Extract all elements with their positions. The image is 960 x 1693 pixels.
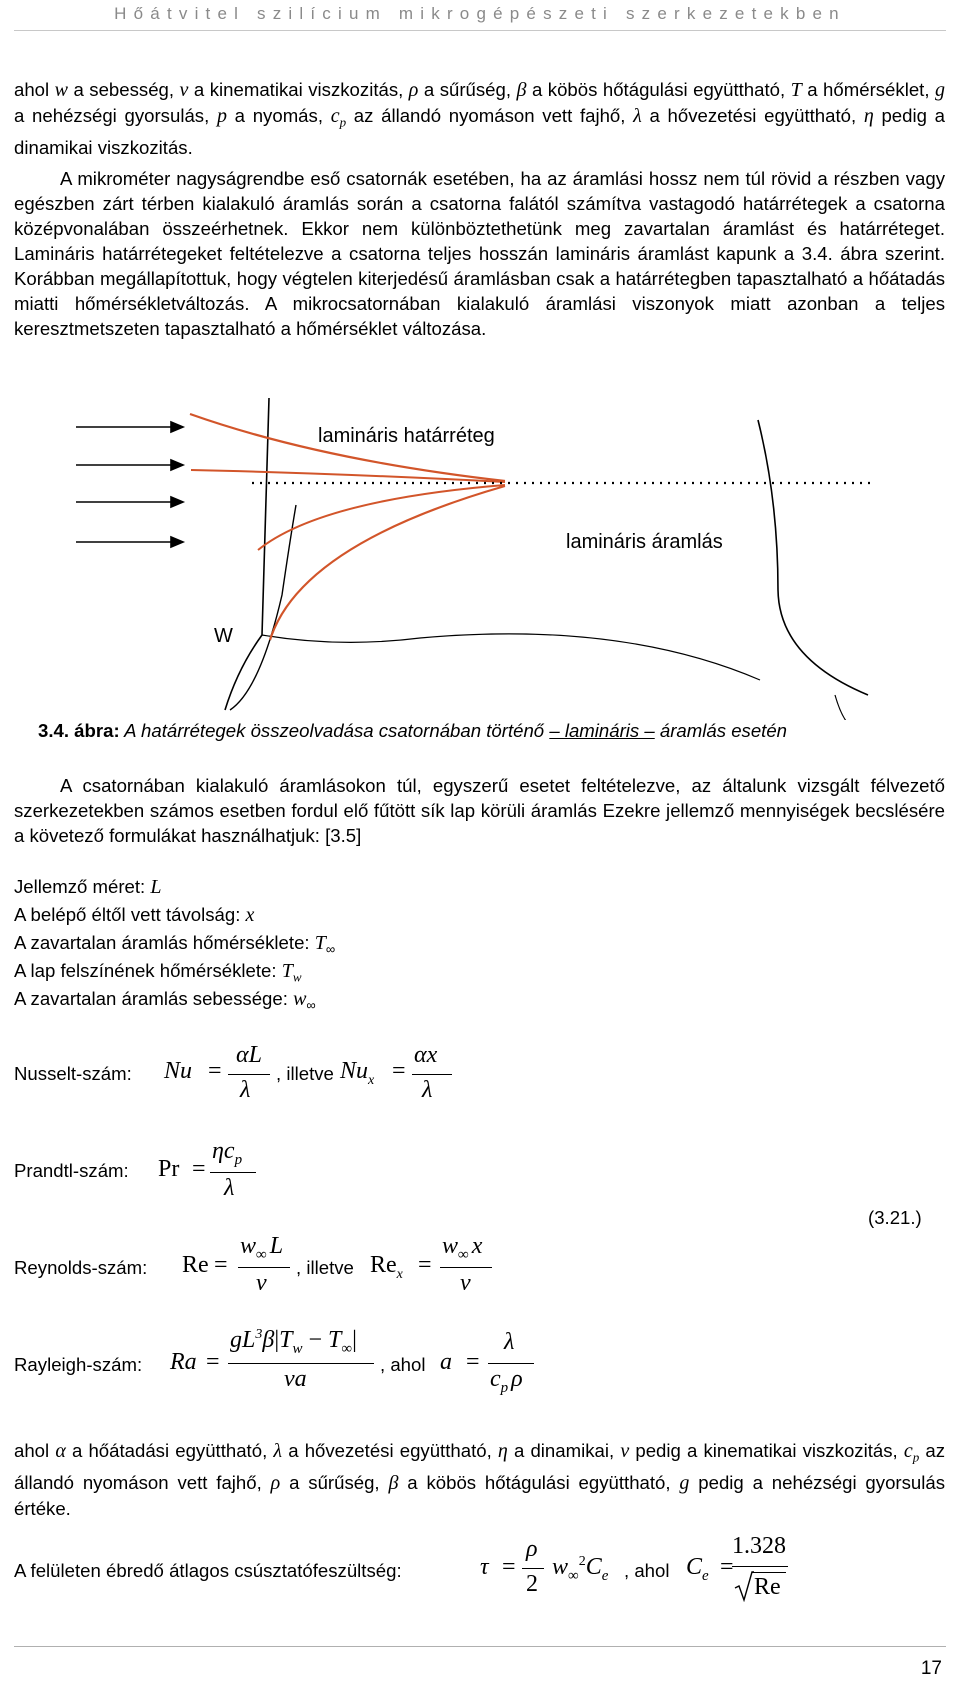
reynolds-x-numerator: $w_\infty$ x: [442, 1233, 483, 1263]
shear-equals: =: [502, 1554, 516, 1580]
def-characteristic-length: Jellemző méret: L: [14, 876, 162, 898]
prandtl-label: Prandtl-szám:: [14, 1160, 129, 1181]
square-root-bar: [752, 1572, 786, 1573]
friction-coefficient-denominator: Re: [754, 1574, 781, 1600]
friction-coefficient-equals: =: [720, 1554, 734, 1580]
diffusivity-numerator: λ: [504, 1329, 515, 1355]
friction-coefficient-lhs: $C_e$: [686, 1554, 709, 1584]
rayleigh-lhs: Ra: [170, 1349, 197, 1375]
paragraph-symbols-2: ahol α a hőátadási együttható, λ a hővezetési együttható, η a dinamikai, ν pedig a kinematikai viszkozitás, $c_p$ az állandó nyomáson vett fajhő, ρ a sűrűség, β a köbös hőtágulási együttható, g pedig a nehézségi gyorsulás értéke.: [14, 1440, 946, 1519]
paragraph-flat-plate: A csatornában kialakuló áramlásokon túl, egyszerű esetet feltételezve, az általunk vizsgált félvezető szerkezetekben számos esetben fordul elő fűtött sík lap körüli áramlás Ezekre jellemző mennyiségek becslésére a követező formulákat használhatjuk: [3.5]: [14, 775, 945, 846]
header-rule: [14, 30, 946, 31]
nusselt-lhs: Nu: [164, 1058, 193, 1084]
running-header: Hőátvitel szilícium mikrogépészeti szerkezetekben: [114, 4, 846, 23]
reynolds-x-equals: =: [418, 1252, 432, 1278]
shear-two: 2: [526, 1571, 538, 1597]
channel-right-cross-section: [835, 695, 860, 720]
reynolds-lhs: Re: [182, 1252, 209, 1278]
shear-tau: τ: [480, 1554, 489, 1580]
equation-number: (3.21.): [868, 1207, 922, 1228]
nusselt-x-equals: =: [392, 1058, 406, 1084]
nusselt-equals: =: [208, 1058, 222, 1084]
def-distance-from-edge: A belépő éltől vett távolság: x: [14, 904, 255, 926]
rayleigh-ahol: , ahol: [380, 1354, 426, 1375]
boundary-layer-lower: [270, 486, 505, 640]
figure-boundary-layers: [0, 390, 960, 720]
channel-outline-bottom: [262, 634, 760, 680]
shear-fraction-bar: [522, 1568, 544, 1569]
nusselt-numerator: αL: [236, 1042, 262, 1068]
diffusivity-fraction-bar: [488, 1363, 534, 1364]
nusselt-x-fraction-bar: [412, 1074, 452, 1075]
label-laminar-flow: lamináris áramlás: [566, 531, 723, 553]
nusselt-illetve: , illetve: [276, 1063, 334, 1084]
prandtl-numerator: $\eta c_p$: [212, 1138, 243, 1168]
def-surface-temperature: A lap felszínének hőmérséklete: $T_w$: [14, 960, 302, 985]
shear-velocity-term: $w_\infty^2C_e$: [552, 1554, 609, 1584]
rayleigh-fraction-bar: [228, 1363, 374, 1364]
reynolds-x-fraction-bar: [440, 1267, 492, 1268]
boundary-layer-mid-lower: [258, 485, 505, 550]
reynolds-denominator: ν: [256, 1270, 267, 1296]
rayleigh-numerator: $gL^3\beta|T_w - T_\infty|$: [230, 1327, 357, 1357]
nusselt-x-numerator: αx: [414, 1042, 438, 1068]
inflow-arrows: [76, 422, 183, 547]
page-number: 17: [920, 1658, 942, 1679]
nusselt-x-denominator: λ: [422, 1077, 433, 1103]
rayleigh-label: Rayleigh-szám:: [14, 1354, 143, 1375]
reynolds-equals: =: [214, 1252, 228, 1278]
rayleigh-denominator: νa: [284, 1366, 307, 1392]
paragraph-microchannel: A mikrométer nagyságrendbe eső csatornák esetében, ha az áramlási hossz nem túl rövid a részben vagy egészben zárt térben kialakuló áramlás során a csatorna falától számítva vastagodó határrétegek a csatorna középvonalában összeérhetnek. Ekkor nem különböztethetünk meg zavartalan áramlást és határréteget. Lamináris határrétegeket feltételezve a csatorna teljes hosszán lamináris áramlást kapunk a 3.4. ábra szerint. Korábban megállapítottuk, hogy végtelen kiterjedésű áramlásban csak a határrétegben tapasztalható a hőátadás miatti hőmérsékletváltozás. A mikrocsatornában kialakuló áramlási viszonyok miatt azonban a teljes keresztmetszeten tapasztalható a hőmérséklet változása.: [14, 168, 945, 339]
nusselt-label: Nusselt-szám:: [14, 1063, 132, 1084]
square-root-sign: [734, 1570, 754, 1602]
diffusivity-denominator: $c_p$ ρ: [490, 1366, 523, 1396]
friction-coefficient-fraction-bar: [732, 1566, 788, 1567]
channel-wall-right: [758, 420, 868, 695]
diffusivity-equals: =: [466, 1349, 480, 1375]
friction-coefficient-numerator: 1.328: [732, 1533, 786, 1559]
prandtl-denominator: λ: [224, 1175, 235, 1201]
rayleigh-equals: =: [206, 1349, 220, 1375]
nusselt-denominator: λ: [240, 1077, 251, 1103]
reynolds-x-lhs: $Re_x$: [370, 1252, 403, 1282]
def-free-stream-velocity: A zavartalan áramlás sebessége: $w_\infty$: [14, 988, 316, 1013]
shear-ahol: , ahol: [624, 1560, 670, 1581]
def-free-stream-temperature: A zavartalan áramlás hőmérséklete: $T_\infty$: [14, 932, 336, 957]
shear-rho: ρ: [526, 1536, 538, 1562]
reynolds-x-denominator: ν: [460, 1270, 471, 1296]
channel-wall-left: [225, 398, 269, 710]
label-w: W: [214, 625, 233, 647]
paragraph-symbols: ahol w a sebesség, ν a kinematikai viszkozitás, ρ a sűrűség, β a köbös hőtágulási együttható, T a hőmérséklet, g a nehézségi gyorsulás, p a nyomás, $c_p$ az állandó nyomáson vett fajhő, λ a hővezetési együttható, η pedig a dinamikai viszkozitás.: [14, 79, 946, 158]
label-boundary-layer: lamináris határréteg: [318, 425, 495, 447]
prandtl-equals: =: [192, 1156, 206, 1182]
reynolds-fraction-bar: [238, 1267, 290, 1268]
diffusivity-lhs: a: [440, 1349, 452, 1375]
reynolds-numerator: $w_\infty$ L: [240, 1233, 284, 1263]
nusselt-x-lhs: $Nu_x$: [340, 1058, 375, 1088]
nusselt-fraction-bar: [228, 1074, 270, 1075]
prandtl-lhs: Pr: [158, 1156, 180, 1182]
prandtl-fraction-bar: [210, 1172, 256, 1173]
shear-stress-label: A felületen ébredő átlagos csúsztatófeszültség:: [14, 1560, 402, 1581]
figure-caption: 3.4. ábra: A határrétegek összeolvadása csatornában történő – lamináris – áramlás esetén: [38, 720, 788, 741]
reynolds-label: Reynolds-szám:: [14, 1257, 148, 1278]
reynolds-illetve: , illetve: [296, 1257, 354, 1278]
footer-rule: [14, 1646, 946, 1647]
